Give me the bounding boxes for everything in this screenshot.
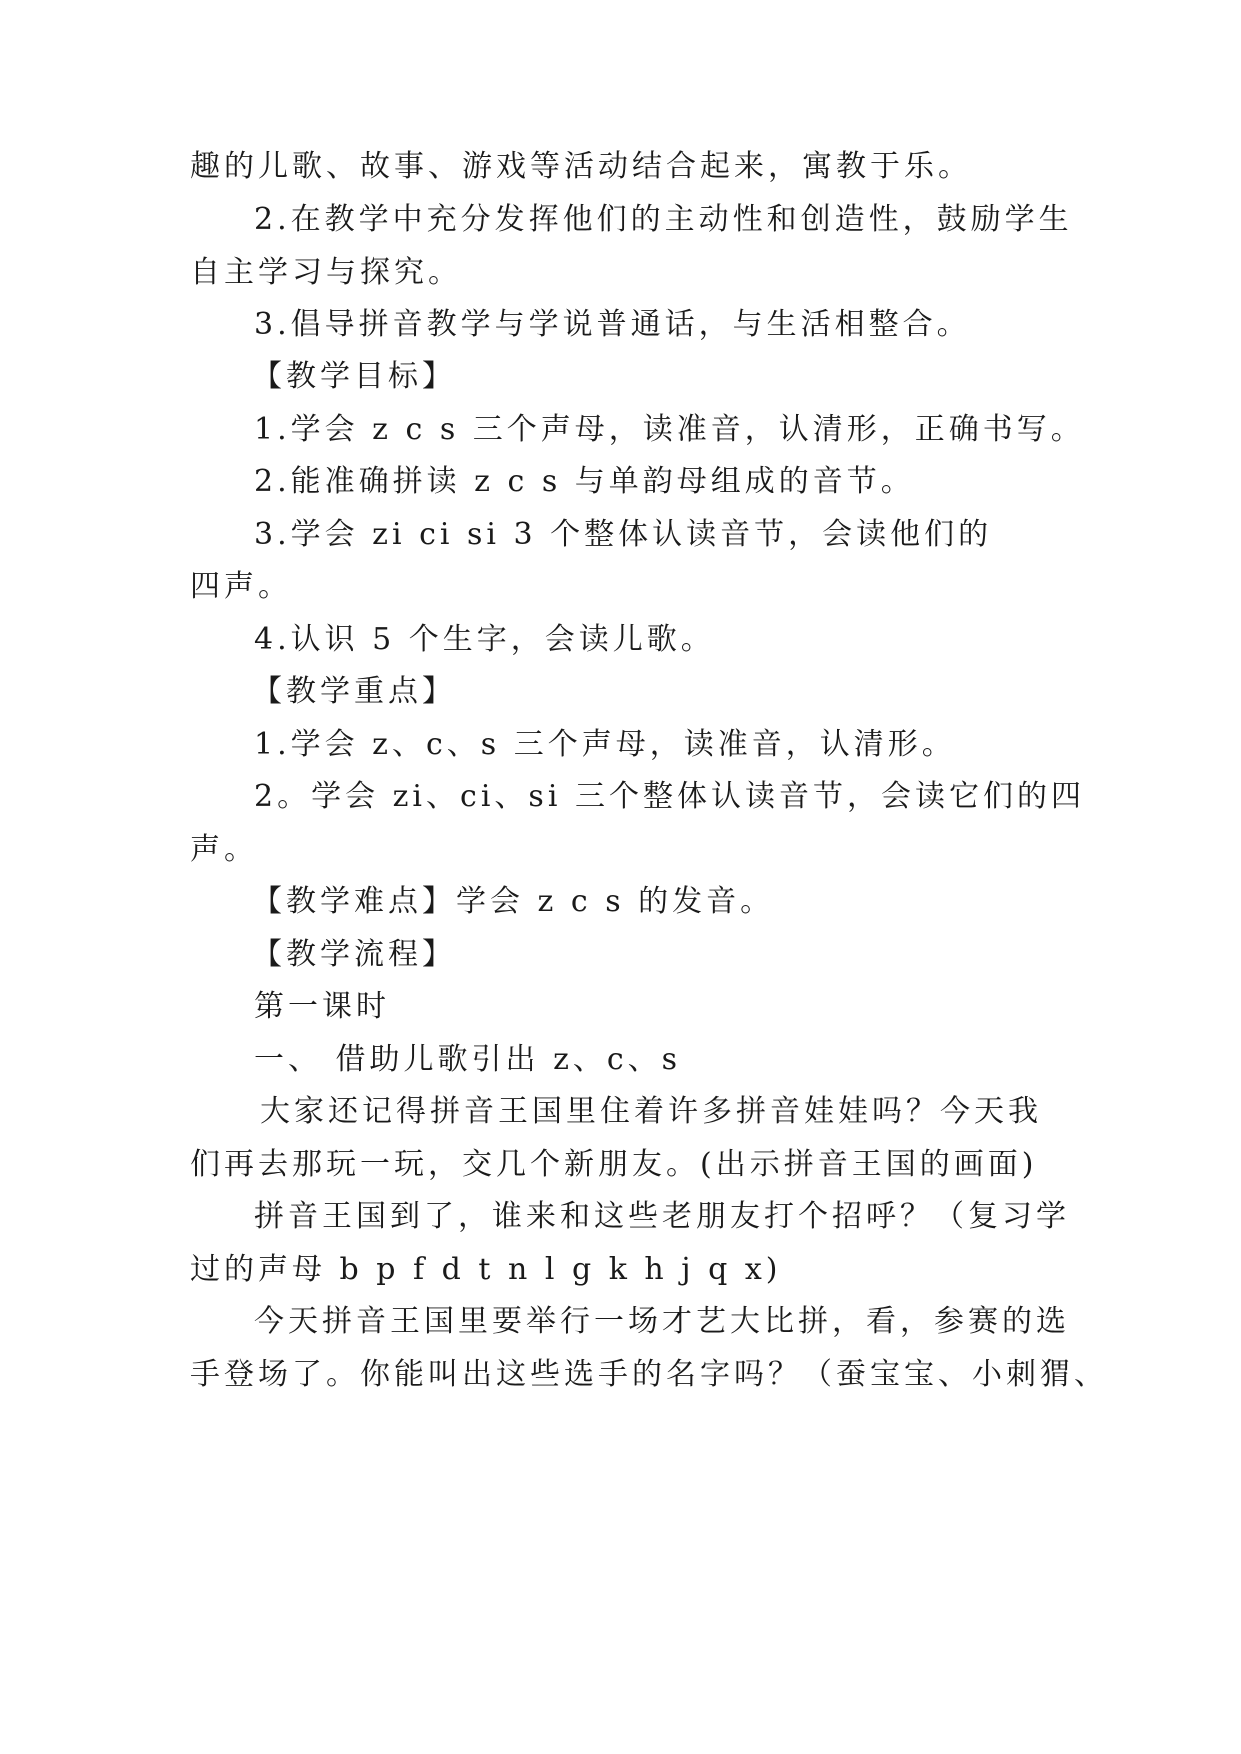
text-line: 手登场了。你能叫出这些选手的名字吗？（蚕宝宝、小刺猬、 xyxy=(190,1357,1108,1392)
text-line: 一、 借助儿歌引出 z、c、s xyxy=(254,1042,682,1077)
text-line: 自主学习与探究。 xyxy=(190,255,462,290)
text-line: 声。 xyxy=(190,832,258,867)
text-line: 1.学会 z c s 三个声母，读准音，认清形，正确书写。 xyxy=(254,412,1085,447)
text-line: 第一课时 xyxy=(254,989,390,1024)
text-line: 1.学会 z、c、s 三个声母，读准音，认清形。 xyxy=(254,727,956,762)
text-line: 4.认识 5 个生字，会读儿歌。 xyxy=(254,622,715,657)
text-line: 今天拼音王国里要举行一场才艺大比拼，看，参赛的选 xyxy=(254,1304,1070,1339)
text-line: 2。学会 zi、ci、si 三个整体认读音节，会读它们的四 xyxy=(254,779,1085,814)
text-line: 3.倡导拼音教学与学说普通话，与生活相整合。 xyxy=(254,307,971,342)
text-line: 大家还记得拼音王国里住着许多拼音娃娃吗？今天我 xyxy=(260,1094,1042,1129)
text-line: 2.在教学中充分发挥他们的主动性和创造性，鼓励学生 xyxy=(254,202,1073,237)
section-heading: 【教学重点】 xyxy=(252,674,456,709)
section-heading: 【教学目标】 xyxy=(252,359,456,394)
text-line: 们再去那玩一玩，交几个新朋友。(出示拼音王国的画面) xyxy=(190,1147,1038,1182)
text-line: 2.能准确拼读 z c s 与单韵母组成的音节。 xyxy=(254,464,915,499)
section-heading: 【教学流程】 xyxy=(252,937,456,972)
text-line: 四声。 xyxy=(190,569,292,604)
text-line: 趣的儿歌、故事、游戏等活动结合起来，寓教于乐。 xyxy=(190,149,972,184)
text-line: 拼音王国到了，谁来和这些老朋友打个招呼？（复习学 xyxy=(254,1199,1070,1234)
text-line: 过的声母 b p f d t n l g k h j q x) xyxy=(190,1252,782,1287)
section-heading: 【教学难点】学会 z c s 的发音。 xyxy=(252,884,775,919)
text-line: 3.学会 zi ci si 3 个整体认读音节，会读他们的 xyxy=(254,517,993,552)
